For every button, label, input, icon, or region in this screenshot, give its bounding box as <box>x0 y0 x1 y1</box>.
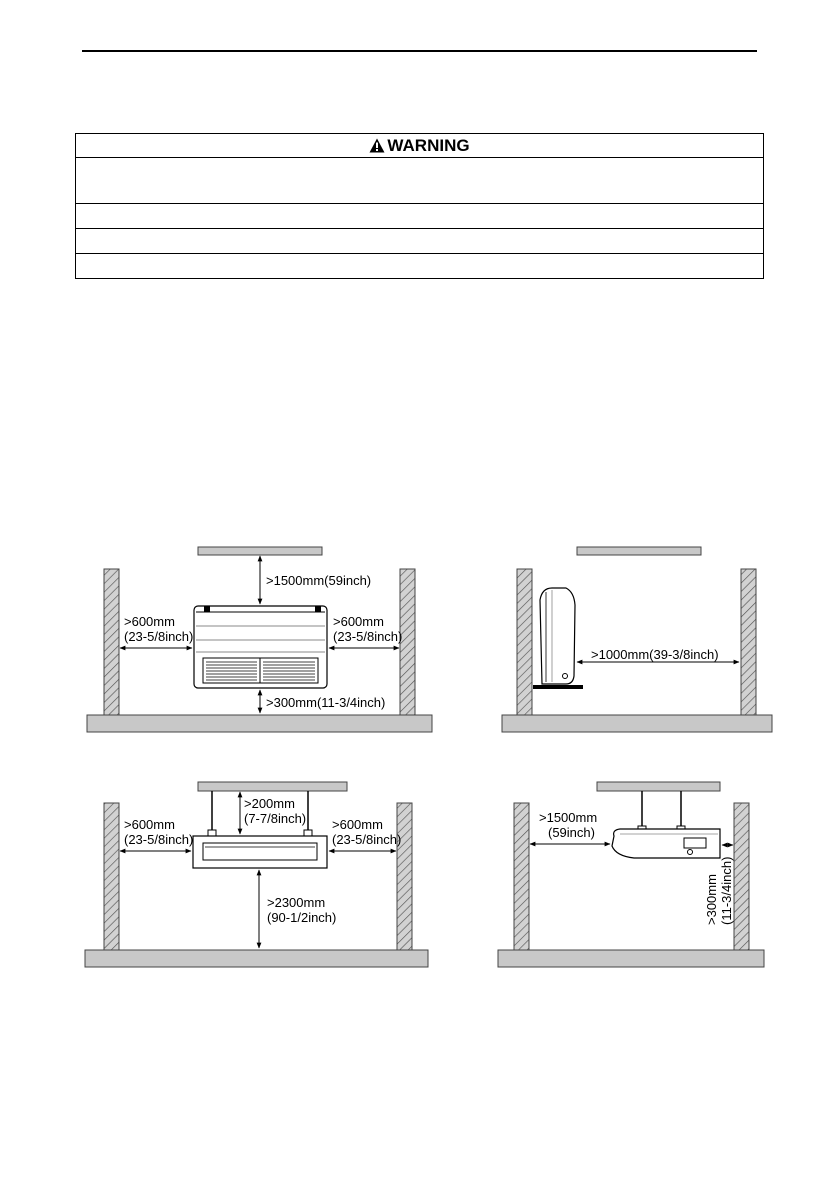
dim-left-in: (23-5/8inch) <box>124 629 194 644</box>
dim-right-in: (23-5/8inch) <box>333 629 403 644</box>
right-wall <box>734 803 749 950</box>
left-wall <box>514 803 529 950</box>
dim-bottom-in: (90-1/2inch) <box>267 910 337 925</box>
dim-left-mm: >1500mm <box>539 810 598 825</box>
indoor-unit-side <box>533 588 583 689</box>
floor <box>498 950 764 967</box>
dim-right-mm: >300mm <box>704 874 719 925</box>
left-wall <box>104 569 119 715</box>
dim-top-mm: >200mm <box>244 796 295 811</box>
ceiling-plate <box>597 782 720 791</box>
dim-right-mm: >600mm <box>333 614 384 629</box>
dim-right-in: (11-3/4inch) <box>719 856 734 925</box>
dim-right-in: (23-5/8inch) <box>332 832 402 847</box>
dim-left-in: (59inch) <box>548 825 595 840</box>
indoor-unit-front <box>194 606 327 688</box>
dim-left-in: (23-5/8inch) <box>124 832 194 847</box>
diagram-floor-front <box>87 547 432 732</box>
left-wall <box>517 569 532 715</box>
diagram-ceiling-front <box>85 782 428 967</box>
ceiling-plate <box>198 782 347 791</box>
floor <box>502 715 772 732</box>
ceiling-plate <box>577 547 701 555</box>
dim-bottom-mm: >2300mm <box>267 895 326 910</box>
diagram-ceiling-side <box>498 782 764 967</box>
right-wall <box>741 569 756 715</box>
dim-right: >1000mm(39-3/8inch) <box>591 647 719 662</box>
dim-left-mm: >600mm <box>124 817 175 832</box>
indoor-unit-side <box>612 791 720 858</box>
dim-right-mm: >600mm <box>332 817 383 832</box>
dim-top: >1500mm(59inch) <box>266 573 372 588</box>
left-wall <box>104 803 119 950</box>
right-wall <box>397 803 412 950</box>
diagram-floor-side <box>502 547 772 732</box>
warning-title: WARNING <box>387 135 470 155</box>
floor <box>87 715 432 732</box>
ceiling-plate <box>198 547 322 555</box>
dim-left-mm: >600mm <box>124 614 175 629</box>
dim-top-in: (7-7/8inch) <box>244 811 307 826</box>
dim-bottom: >300mm(11-3/4inch) <box>266 695 386 710</box>
floor <box>85 950 428 967</box>
